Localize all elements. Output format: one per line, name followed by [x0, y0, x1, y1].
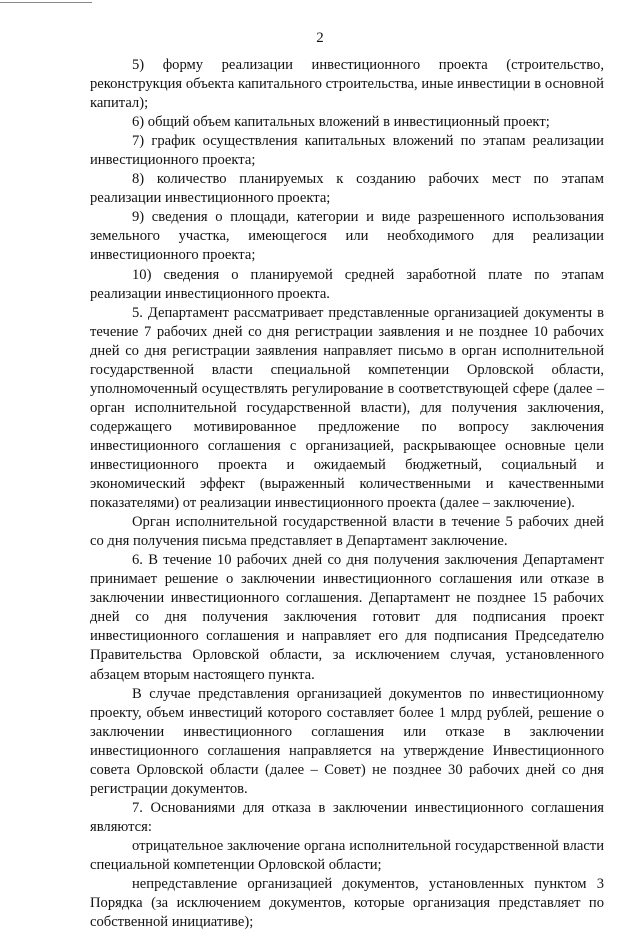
paragraph-item-9: 9) сведения о площади, категории и виде разрешенного использования земельного участка, имеющегося или необходимого для реализации инвестиционного проекта; — [90, 209, 604, 264]
paragraph-section-6: 6. В течение 10 рабочих дней со дня получения заключения Департамент принимает решение о заключении инвестиционного соглашения или отказе в заключении инвестиционного соглашения. Департамент не позднее 15 рабочих дней со дня получения заключения готовит для подписания проект инвестиционного соглашения и направляет его для подписания Председателю Правительства Орловской области, за исключением случая, установленного абзацем вторым настоящего пункта. — [90, 552, 604, 683]
paragraph-section-5-continued: Орган исполнительной государственной власти в течение 5 рабочих дней со дня получения письма представляет в Департамент заключение. — [90, 514, 604, 550]
paragraph-refusal-reason-2: непредставление организацией документов, установленных пунктом 3 Порядка (за исключением документов, которые организация представляет по собственной инициативе); — [90, 876, 604, 931]
paragraph-section-6-continued: В случае представления организацией документов по инвестиционному проекту, объем инвестиций которого составляет более 1 млрд рублей, решение о заключении инвестиционного соглашения или отказе в заключении инвестиционного соглашения направляется на утверждение Инвестиционного совета Орловской области (далее – Совет) не позднее 30 рабочих дней со дня регистрации документов. — [90, 685, 604, 797]
page-number: 2 — [316, 30, 324, 46]
paragraph-refusal-reason-1: отрицательное заключение органа исполнительной государственной власти специальной компетенции Орловской области; — [90, 837, 604, 873]
paragraph-item-6: 6) общий объем капитальных вложений в инвестиционный проект; — [132, 114, 550, 131]
document-body — [90, 56, 604, 932]
paragraph-item-8: 8) количество планируемых к созданию рабочих мест по этапам реализации инвестиционного проекта; — [90, 171, 604, 207]
paragraph-item-7: 7) график осуществления капитальных вложений по этапам реализации инвестиционного проекта; — [90, 133, 604, 169]
paragraph-section-5: 5. Департамент рассматривает представленные организацией документы в течение 7 рабочих дней со дня регистрации заявления и не позднее 10 рабочих дней со дня регистрации заявления направляет письмо в орган исполнительной государственной власти специальной компетенции Орловской области, уполномоченный осуществлять регулирование в соответствующей сфере (далее – орган исполнительной государственной власти), для получения заключения, содержащего мотивированное предложение по вопросу заключения инвестиционного соглашения с организацией, раскрывающее основные цели инвестиционного проекта и ожидаемый бюджетный, социальный и экономический эффект (выраженный количественными и качественными показателями) от реализации инвестиционного проекта (далее – заключение). — [90, 304, 604, 512]
scan-edge-line — [0, 2, 92, 3]
paragraph-section-7: 7. Основаниями для отказа в заключении инвестиционного соглашения являются: — [90, 799, 604, 835]
paragraph-item-5: 5) форму реализации инвестиционного проекта (строительство, реконструкция объекта капитального строительства, иные инвестиции в основной капитал); — [90, 57, 604, 112]
paragraph-item-10: 10) сведения о планируемой средней заработной плате по этапам реализации инвестиционного проекта. — [90, 266, 604, 302]
